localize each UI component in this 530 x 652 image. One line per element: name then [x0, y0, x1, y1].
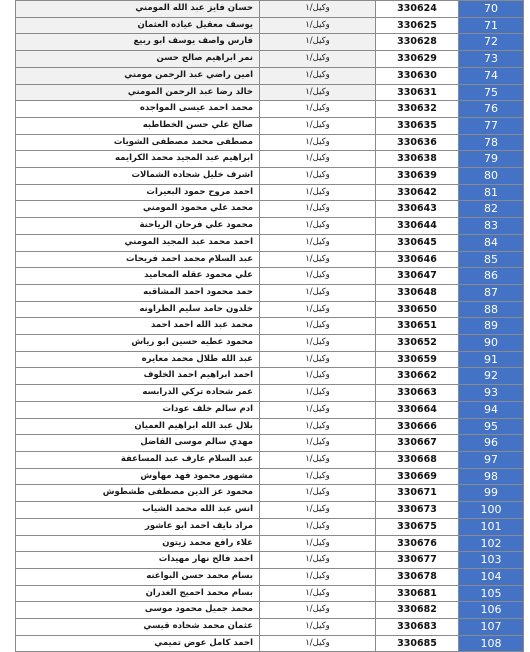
row-number-cell: 70 [459, 1, 524, 18]
table-row [16, 552, 524, 569]
row-number-cell: 104 [459, 568, 524, 585]
id-number-cell: 330673 [376, 502, 459, 519]
row-number-cell: 95 [459, 418, 524, 435]
table-row [16, 385, 524, 402]
id-number-cell: 330671 [376, 485, 459, 502]
rank-cell: وكيل/١ [260, 134, 376, 151]
name-cell: محمد احمد عيسى المواجده [16, 101, 260, 118]
row-number-cell: 91 [459, 351, 524, 368]
personnel-table [15, 0, 524, 652]
row-number-cell: 74 [459, 67, 524, 84]
rank-cell: وكيل/١ [260, 184, 376, 201]
row-number-cell: 88 [459, 301, 524, 318]
id-number-cell: 330631 [376, 84, 459, 101]
id-number-cell: 330681 [376, 585, 459, 602]
id-number-cell: 330647 [376, 268, 459, 285]
rank-cell: وكيل/١ [260, 51, 376, 68]
rank-cell: وكيل/١ [260, 502, 376, 519]
rank-cell: وكيل/١ [260, 234, 376, 251]
table-row [16, 435, 524, 452]
rank-cell: وكيل/١ [260, 151, 376, 168]
row-number-cell: 89 [459, 318, 524, 335]
table-row [16, 67, 524, 84]
table-row [16, 502, 524, 519]
table-row [16, 619, 524, 636]
rank-cell: وكيل/١ [260, 268, 376, 285]
row-number-cell: 78 [459, 134, 524, 151]
rank-cell: وكيل/١ [260, 301, 376, 318]
row-number-cell: 92 [459, 368, 524, 385]
id-number-cell: 330650 [376, 301, 459, 318]
table-row [16, 284, 524, 301]
id-number-cell: 330652 [376, 335, 459, 352]
table-row [16, 134, 524, 151]
table-row [16, 17, 524, 34]
table-row [16, 301, 524, 318]
row-number-cell: 72 [459, 34, 524, 51]
table-row [16, 251, 524, 268]
name-cell: ابراهيم عبد المجيد محمد الكرايمه [16, 151, 260, 168]
row-number-cell: 73 [459, 51, 524, 68]
id-number-cell: 330646 [376, 251, 459, 268]
id-number-cell: 330638 [376, 151, 459, 168]
rank-cell: وكيل/١ [260, 368, 376, 385]
row-number-cell: 97 [459, 451, 524, 468]
id-number-cell: 330643 [376, 201, 459, 218]
rank-cell: وكيل/١ [260, 568, 376, 585]
id-number-cell: 330669 [376, 468, 459, 485]
row-number-cell: 101 [459, 518, 524, 535]
id-number-cell: 330663 [376, 385, 459, 402]
table-row [16, 602, 524, 619]
table-row [16, 84, 524, 101]
name-cell: انس عبد الله محمد الشياب [16, 502, 260, 519]
id-number-cell: 330678 [376, 568, 459, 585]
rank-cell: وكيل/١ [260, 101, 376, 118]
id-number-cell: 330632 [376, 101, 459, 118]
id-number-cell: 330676 [376, 535, 459, 552]
table-row [16, 318, 524, 335]
rank-cell: وكيل/١ [260, 168, 376, 185]
table-row [16, 101, 524, 118]
rank-cell: وكيل/١ [260, 385, 376, 402]
rank-cell: وكيل/١ [260, 485, 376, 502]
rank-cell: وكيل/١ [260, 67, 376, 84]
row-number-cell: 83 [459, 218, 524, 235]
id-number-cell: 330648 [376, 284, 459, 301]
table-row [16, 1, 524, 18]
row-number-cell: 90 [459, 335, 524, 352]
document-sheet [15, 0, 513, 652]
row-number-cell: 79 [459, 151, 524, 168]
rank-cell: وكيل/١ [260, 619, 376, 636]
name-cell: حمد محمود احمد المشاقبه [16, 284, 260, 301]
name-cell: مشهور محمود فهد مهاوش [16, 468, 260, 485]
table-row [16, 635, 524, 652]
name-cell: احمد كامل عوض تميمي [16, 635, 260, 652]
row-number-cell: 106 [459, 602, 524, 619]
rank-cell: وكيل/١ [260, 284, 376, 301]
name-cell: حسان فايز عبد الله المومني [16, 1, 260, 18]
table-row [16, 201, 524, 218]
row-number-cell: 105 [459, 585, 524, 602]
rank-cell: وكيل/١ [260, 585, 376, 602]
row-number-cell: 100 [459, 502, 524, 519]
rank-cell: وكيل/١ [260, 17, 376, 34]
id-number-cell: 330644 [376, 218, 459, 235]
name-cell: احمد ابراهيم احمد الخلوف [16, 368, 260, 385]
name-cell: مصطفى محمد مصطفى الشويات [16, 134, 260, 151]
table-row [16, 34, 524, 51]
name-cell: عبد الله طلال محمد معايره [16, 351, 260, 368]
id-number-cell: 330628 [376, 34, 459, 51]
rank-cell: وكيل/١ [260, 635, 376, 652]
table-row [16, 218, 524, 235]
name-cell: محمود عز الدين مصطفى طشطوش [16, 485, 260, 502]
row-number-cell: 94 [459, 401, 524, 418]
table-row [16, 468, 524, 485]
id-number-cell: 330685 [376, 635, 459, 652]
id-number-cell: 330635 [376, 117, 459, 134]
name-cell: نمر ابراهيم صالح حسن [16, 51, 260, 68]
rank-cell: وكيل/١ [260, 318, 376, 335]
id-number-cell: 330630 [376, 67, 459, 84]
rank-cell: وكيل/١ [260, 451, 376, 468]
id-number-cell: 330645 [376, 234, 459, 251]
name-cell: بلال عبد الله ابراهيم العميان [16, 418, 260, 435]
table-row [16, 418, 524, 435]
table-body [16, 1, 524, 652]
row-number-cell: 108 [459, 635, 524, 652]
rank-cell: وكيل/١ [260, 201, 376, 218]
rank-cell: وكيل/١ [260, 435, 376, 452]
name-cell: علاء رافع محمد زيتون [16, 535, 260, 552]
id-number-cell: 330636 [376, 134, 459, 151]
row-number-cell: 87 [459, 284, 524, 301]
rank-cell: وكيل/١ [260, 418, 376, 435]
table-row [16, 518, 524, 535]
rank-cell: وكيل/١ [260, 535, 376, 552]
table-row [16, 51, 524, 68]
id-number-cell: 330677 [376, 552, 459, 569]
table-row [16, 585, 524, 602]
name-cell: فارس واصف يوسف ابو ربيع [16, 34, 260, 51]
rank-cell: وكيل/١ [260, 251, 376, 268]
name-cell: صالح علي حسن الخطاطبه [16, 117, 260, 134]
id-number-cell: 330662 [376, 368, 459, 385]
rank-cell: وكيل/١ [260, 552, 376, 569]
row-number-cell: 80 [459, 168, 524, 185]
rank-cell: وكيل/١ [260, 218, 376, 235]
name-cell: اشرف خليل شحاده الشمالات [16, 168, 260, 185]
table-row [16, 234, 524, 251]
rank-cell: وكيل/١ [260, 335, 376, 352]
row-number-cell: 81 [459, 184, 524, 201]
id-number-cell: 330642 [376, 184, 459, 201]
table-row [16, 485, 524, 502]
table-row [16, 184, 524, 201]
id-number-cell: 330625 [376, 17, 459, 34]
rank-cell: وكيل/١ [260, 518, 376, 535]
name-cell: علي محمود عقله المحاميد [16, 268, 260, 285]
rank-cell: وكيل/١ [260, 351, 376, 368]
row-number-cell: 107 [459, 619, 524, 636]
id-number-cell: 330668 [376, 451, 459, 468]
table-row [16, 335, 524, 352]
name-cell: عثمان محمد شحاده قيسي [16, 619, 260, 636]
name-cell: مهدي سالم موسى القاضل [16, 435, 260, 452]
row-number-cell: 86 [459, 268, 524, 285]
id-number-cell: 330683 [376, 619, 459, 636]
name-cell: امين راضي عبد الرحمن مومني [16, 67, 260, 84]
name-cell: خلدون حامد سليم الطراونه [16, 301, 260, 318]
id-number-cell: 330629 [376, 51, 459, 68]
table-row [16, 368, 524, 385]
id-number-cell: 330682 [376, 602, 459, 619]
name-cell: عبد السلام عارف عبد المساعفة [16, 451, 260, 468]
table-row [16, 401, 524, 418]
rank-cell: وكيل/١ [260, 34, 376, 51]
table-row [16, 451, 524, 468]
row-number-cell: 77 [459, 117, 524, 134]
name-cell: بسام محمد احميج الغدران [16, 585, 260, 602]
name-cell: عبد السلام محمد احمد فريحات [16, 251, 260, 268]
table-row [16, 168, 524, 185]
row-number-cell: 71 [459, 17, 524, 34]
id-number-cell: 330666 [376, 418, 459, 435]
name-cell: احمد مروح حمود البعيرات [16, 184, 260, 201]
table-row [16, 535, 524, 552]
name-cell: ادم سالم خلف عودات [16, 401, 260, 418]
id-number-cell: 330639 [376, 168, 459, 185]
name-cell: محمود علي فرحان الرياحنة [16, 218, 260, 235]
name-cell: مراد نايف احمد ابو عاشور [16, 518, 260, 535]
row-number-cell: 96 [459, 435, 524, 452]
name-cell: عمر شحاده تركي الدرابسه [16, 385, 260, 402]
rank-cell: وكيل/١ [260, 602, 376, 619]
name-cell: محمد عبد الله احمد احمد [16, 318, 260, 335]
id-number-cell: 330664 [376, 401, 459, 418]
rank-cell: وكيل/١ [260, 468, 376, 485]
name-cell: احمد محمد عبد المجيد المومني [16, 234, 260, 251]
row-number-cell: 76 [459, 101, 524, 118]
table-row [16, 568, 524, 585]
rank-cell: وكيل/١ [260, 401, 376, 418]
name-cell: احمد فالح نهار مهيدات [16, 552, 260, 569]
rank-cell: وكيل/١ [260, 1, 376, 18]
row-number-cell: 93 [459, 385, 524, 402]
id-number-cell: 330651 [376, 318, 459, 335]
name-cell: محمد جميل محمود موسى [16, 602, 260, 619]
id-number-cell: 330675 [376, 518, 459, 535]
table-row [16, 151, 524, 168]
table-row [16, 268, 524, 285]
row-number-cell: 99 [459, 485, 524, 502]
row-number-cell: 84 [459, 234, 524, 251]
row-number-cell: 82 [459, 201, 524, 218]
id-number-cell: 330667 [376, 435, 459, 452]
name-cell: خالد رضا عبد الرحمن المومني [16, 84, 260, 101]
id-number-cell: 330659 [376, 351, 459, 368]
row-number-cell: 103 [459, 552, 524, 569]
name-cell: محمد علي محمود المومني [16, 201, 260, 218]
rank-cell: وكيل/١ [260, 84, 376, 101]
row-number-cell: 75 [459, 84, 524, 101]
name-cell: محمود عطيه حسين ابو رياش [16, 335, 260, 352]
row-number-cell: 102 [459, 535, 524, 552]
name-cell: يوسف معقيل عياده العثمان [16, 17, 260, 34]
rank-cell: وكيل/١ [260, 117, 376, 134]
row-number-cell: 98 [459, 468, 524, 485]
id-number-cell: 330624 [376, 1, 459, 18]
row-number-cell: 85 [459, 251, 524, 268]
name-cell: بسام محمد حسن البواعنه [16, 568, 260, 585]
table-row [16, 117, 524, 134]
table-row [16, 351, 524, 368]
